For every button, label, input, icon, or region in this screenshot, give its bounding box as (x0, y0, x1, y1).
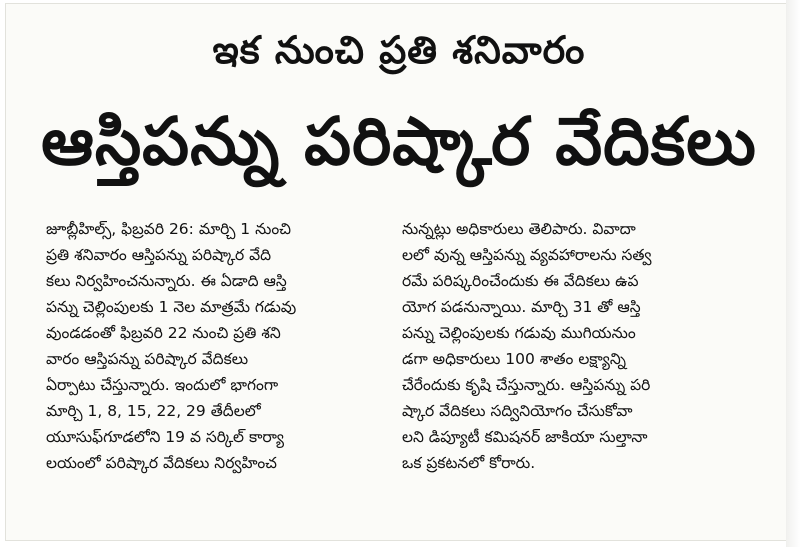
newspaper-clipping (6, 4, 792, 540)
column-1-line: కలు నిర్వహించనున్నారు. ఈ ఏడాది ఆస్తి (46, 272, 287, 290)
column-1-line: వారం ఆస్తిపన్ను పరిష్కార వేదికలు (46, 350, 249, 368)
column-2-line: నున్నట్లు అధికారులు తెలిపారు. వివాదా (402, 220, 636, 238)
column-2-line: రమే పరిష్కరించేందుకు ఈ వేదికలు ఉప (402, 272, 639, 290)
column-2-line: ష్కార వేదికలు సద్వినియోగం చేసుకోవా (402, 402, 633, 420)
article-column-2 (402, 216, 736, 532)
column-1-line: ఏర్పాటు చేస్తున్నారు. ఇందులో భాగంగా (46, 376, 279, 394)
column-2-line: లలో వున్న ఆస్తిపన్ను వ్యవహారాలను సత్వ (402, 246, 652, 264)
column-2-line: యోగ పడనున్నాయి. మార్చి 31 తో ఆస్తి (402, 298, 641, 316)
column-1-line: పన్ను చెల్లింపులకు 1 నెల మాత్రమే గడువు (46, 298, 297, 316)
article-column-1 (46, 216, 380, 532)
column-1-line: ప్రతి శనివారం ఆస్తిపన్ను పరిష్కార వేది (46, 246, 272, 264)
column-2-line: డగా అధికారులు 100 శాతం లక్ష్యాన్ని (402, 350, 627, 368)
kicker-headline: ఇక నుంచి ప్రతి శనివారం (212, 28, 586, 72)
column-2-line: పన్ను చెల్లింపులకు గడువు ముగియనుం (402, 324, 636, 342)
column-2-line: చేరేందుకు కృషి చేస్తున్నారు. ఆస్తిపన్ను పరి (402, 376, 651, 394)
column-1-line: వుండడంతో ఫిబ్రవరి 22 నుంచి ప్రతి శని (46, 324, 281, 342)
article-body (46, 216, 736, 532)
column-1-line: మార్చి 1, 8, 15, 22, 29 తేదీలలో (46, 402, 261, 420)
column-1-line: జూబ్లీహిల్స్, ఫిబ్రవరి 26: మార్చి 1 నుంచి (46, 220, 292, 238)
column-2-line: లని డిప్యూటీ కమిషనర్ జాకియా సుల్తానా (402, 428, 648, 446)
column-2-line: ఒక ప్రకటనలో కోరారు. (402, 454, 536, 472)
column-1-line: లయంలో పరిష్కార వేదికలు నిర్వహించ (46, 454, 277, 472)
page-edge (786, 0, 800, 547)
main-headline: ఆస్తిపన్ను పరిష్కార వేదికలు (41, 103, 757, 180)
column-1-line: యూసుఫ్‌గూడలోని 19 వ సర్కిల్ కార్యా (46, 428, 285, 446)
